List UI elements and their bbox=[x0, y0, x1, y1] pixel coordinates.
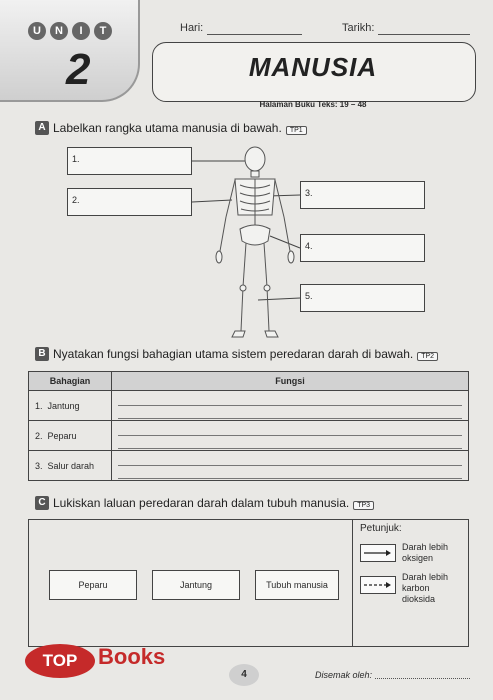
topbooks-logo: TOP bbox=[25, 644, 95, 678]
checked-by-field[interactable] bbox=[375, 668, 470, 679]
unit-letter: U bbox=[28, 22, 46, 40]
table-header-row bbox=[29, 372, 469, 391]
section-b-instruction bbox=[53, 347, 438, 361]
tp-badge: TP3 bbox=[353, 501, 374, 510]
box-peparu: Peparu bbox=[49, 570, 137, 600]
legend-label: Darah lebih oksigen bbox=[402, 542, 449, 563]
dashed-arrow-icon bbox=[360, 576, 396, 594]
label-number: 4. bbox=[305, 241, 313, 251]
row-number: 2. bbox=[35, 430, 43, 441]
box-tubuh-manusia: Tubuh manusia bbox=[255, 570, 339, 600]
row-number: 1. bbox=[35, 400, 43, 411]
divider bbox=[352, 519, 353, 647]
tp-badge: TP1 bbox=[286, 126, 307, 135]
legend-item-solid bbox=[360, 540, 465, 570]
column-header: Bahagian bbox=[29, 372, 112, 391]
page-number: 4 bbox=[229, 664, 259, 686]
hari-label: Hari: bbox=[180, 22, 204, 34]
table-row bbox=[29, 451, 469, 481]
table-row bbox=[29, 391, 469, 421]
row-part bbox=[29, 421, 112, 451]
checked-by-label: Disemak oleh: bbox=[315, 670, 373, 680]
label-number: 3. bbox=[305, 188, 313, 198]
section-a-text: Labelkan rangka utama manusia di bawah. bbox=[53, 121, 282, 135]
label-number: 1. bbox=[72, 154, 80, 164]
unit-number: 2 bbox=[66, 45, 91, 94]
legend-label: Darah lebih karbon dioksida bbox=[402, 572, 449, 604]
legend-title: Petunjuk: bbox=[360, 523, 402, 534]
row-part bbox=[29, 451, 112, 481]
box-jantung: Jantung bbox=[152, 570, 240, 600]
tarikh-label: Tarikh: bbox=[342, 22, 375, 34]
legend-item-dashed bbox=[360, 572, 465, 612]
solid-arrow-icon bbox=[360, 544, 396, 562]
row-label: Peparu bbox=[47, 430, 77, 441]
section-b-text: Nyatakan fungsi bahagian utama sistem peredaran darah di bawah. bbox=[53, 347, 414, 361]
unit-letter: T bbox=[94, 22, 112, 40]
answer-cell[interactable] bbox=[112, 421, 469, 451]
section-c-marker: C bbox=[35, 496, 49, 510]
label-number: 2. bbox=[72, 195, 80, 205]
unit-letter: I bbox=[72, 22, 90, 40]
tp-badge: TP2 bbox=[417, 352, 438, 361]
row-part bbox=[29, 391, 112, 421]
answer-cell[interactable] bbox=[112, 391, 469, 421]
book-reference: Halaman Buku Teks: 19 – 48 bbox=[259, 100, 367, 109]
function-table bbox=[28, 371, 469, 481]
label-number: 5. bbox=[305, 291, 313, 301]
column-header: Fungsi bbox=[112, 372, 469, 391]
section-c-text: Lukiskan laluan peredaran darah dalam tubuh manusia. bbox=[53, 496, 350, 510]
topbooks-logo-text: Books bbox=[98, 644, 166, 669]
section-b-marker: B bbox=[35, 347, 49, 361]
section-c-instruction bbox=[53, 496, 374, 510]
row-number: 3. bbox=[35, 460, 43, 471]
answer-cell[interactable] bbox=[112, 451, 469, 481]
skeleton-icon bbox=[210, 145, 300, 345]
table-row bbox=[29, 421, 469, 451]
row-label: Salur darah bbox=[47, 460, 95, 471]
row-label: Jantung bbox=[47, 400, 80, 411]
page-title: MANUSIA bbox=[248, 52, 378, 82]
section-a-marker: A bbox=[35, 121, 49, 135]
unit-letter: N bbox=[50, 22, 68, 40]
